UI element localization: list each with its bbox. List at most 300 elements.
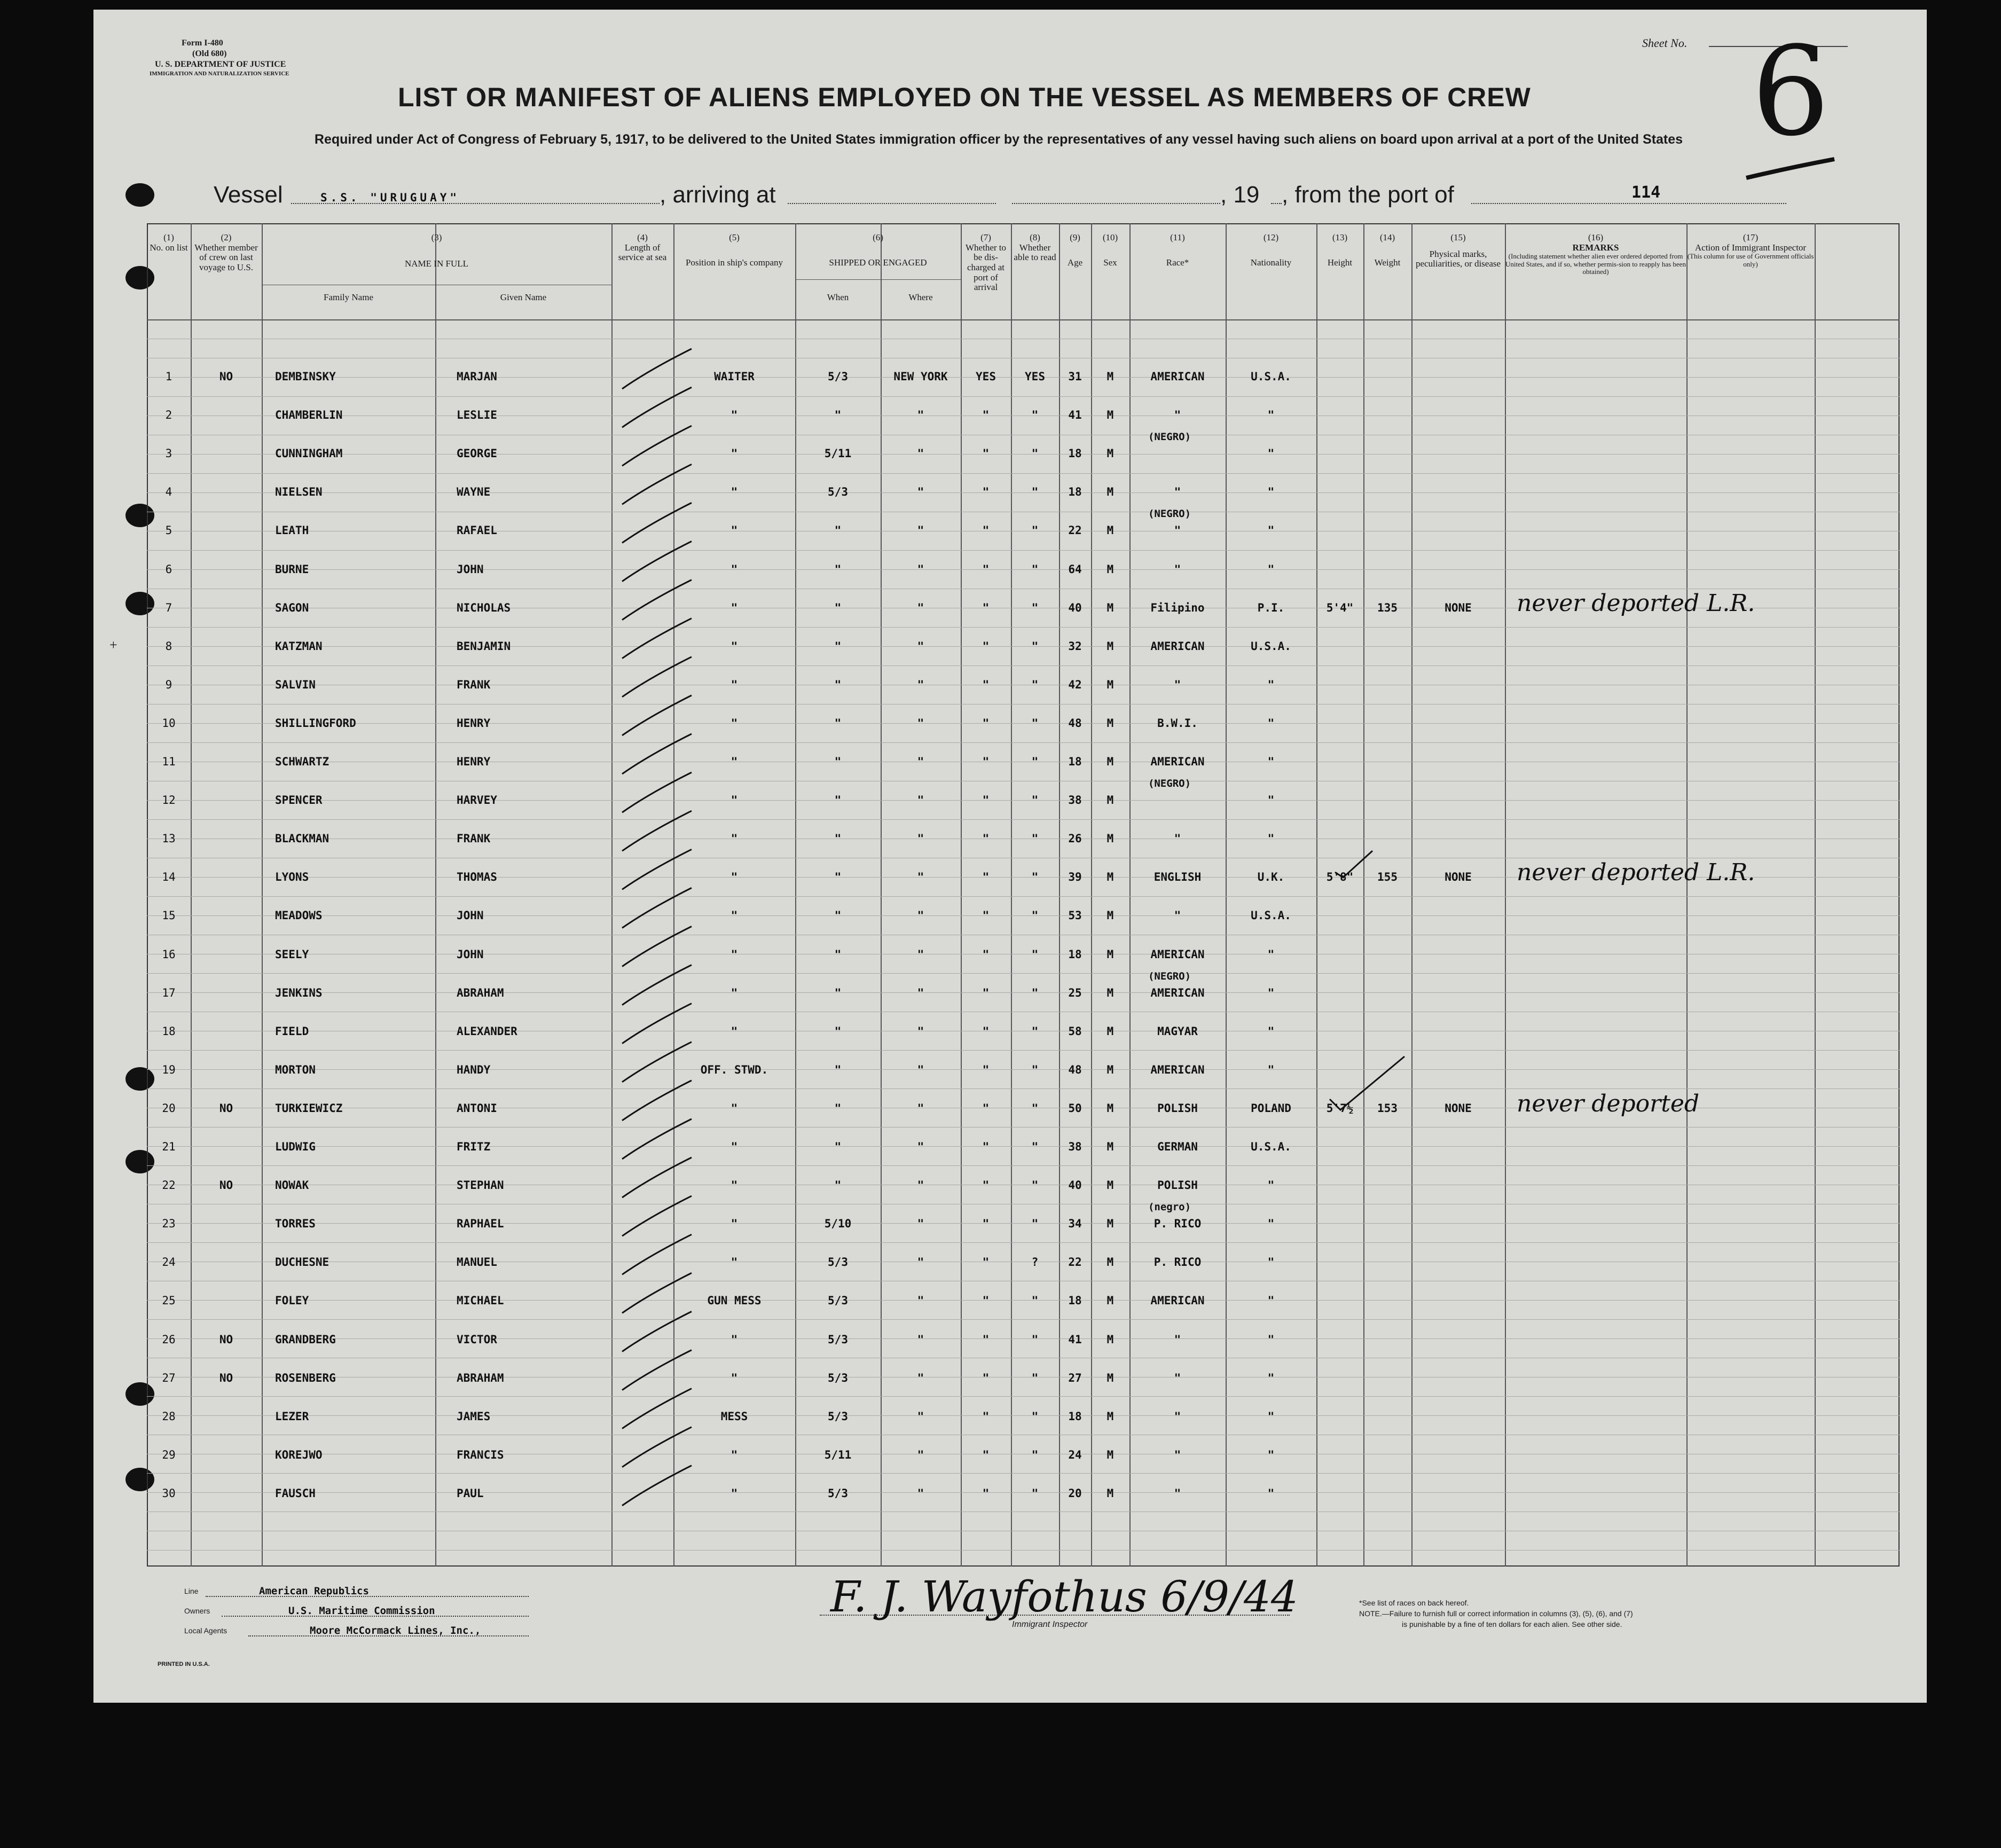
inspector-label: Immigrant Inspector bbox=[1012, 1620, 1088, 1629]
cell-when: " bbox=[834, 1101, 842, 1115]
cell-age: 27 bbox=[1068, 1371, 1082, 1384]
col-6-label: SHIPPED OR ENGAGED bbox=[829, 257, 927, 268]
cell-sex: M bbox=[1107, 370, 1114, 383]
cell-remarks: never deported L.R. bbox=[1517, 859, 1755, 887]
cell-given: JOHN bbox=[457, 909, 484, 922]
cell-pos: " bbox=[731, 755, 738, 768]
cell-last: NO bbox=[219, 1333, 233, 1346]
arriving-at-line bbox=[788, 203, 996, 204]
cell-where: " bbox=[917, 794, 924, 807]
col-4-index: (4) bbox=[637, 232, 648, 242]
cell-no: 9 bbox=[165, 678, 172, 691]
cell-no: 5 bbox=[165, 524, 172, 537]
form-old-number: (Old 680) bbox=[192, 49, 227, 58]
cell-read: " bbox=[1031, 871, 1039, 884]
col-17-note: (This column for use of Government officials only) bbox=[1687, 252, 1814, 268]
cell-sex: M bbox=[1107, 639, 1114, 653]
cell-disch: " bbox=[982, 1333, 990, 1346]
cell-family: SHILLINGFORD bbox=[275, 716, 356, 730]
cell-no: 17 bbox=[162, 986, 176, 999]
line-value: American Republics bbox=[259, 1585, 369, 1597]
cell-height: 5'4" bbox=[1326, 601, 1354, 614]
ruled-line bbox=[147, 896, 1900, 897]
cell-family: LUDWIG bbox=[275, 1140, 316, 1153]
column-divider bbox=[1091, 223, 1092, 1567]
cell-family: SAGON bbox=[275, 601, 309, 614]
cell-sex: M bbox=[1107, 524, 1114, 537]
cell-read: " bbox=[1031, 948, 1039, 961]
cell-where: " bbox=[917, 524, 924, 537]
cell-sex: M bbox=[1107, 1179, 1114, 1192]
cell-disch: " bbox=[982, 1179, 990, 1192]
col-remarks-header bbox=[1505, 233, 1686, 276]
cell-nat: " bbox=[1267, 948, 1275, 961]
cell-age: 18 bbox=[1068, 948, 1082, 961]
cell-no: 7 bbox=[165, 601, 172, 614]
cell-pos: " bbox=[731, 1179, 738, 1192]
cell-read: " bbox=[1031, 1179, 1039, 1192]
cell-where: " bbox=[917, 871, 924, 884]
margin-plus-mark: + bbox=[109, 637, 117, 653]
cell-given: FRANK bbox=[457, 832, 491, 845]
failure-note: NOTE.—Failure to furnish full or correct information in columns (3), (5), (6), and (7) bbox=[1359, 1609, 1633, 1618]
cell-pos: " bbox=[731, 1217, 738, 1231]
cell-pos: " bbox=[731, 447, 738, 460]
cell-read: " bbox=[1031, 1294, 1039, 1307]
cell-family: MORTON bbox=[275, 1063, 316, 1076]
cell-given: FRANK bbox=[457, 678, 491, 691]
cell-nat: U.S.A. bbox=[1251, 639, 1291, 653]
cell-disch: " bbox=[982, 986, 990, 999]
cell-race: AMERICAN bbox=[1150, 986, 1205, 999]
cell-disch: " bbox=[982, 794, 990, 807]
cell-pos: " bbox=[731, 871, 738, 884]
cell-where: " bbox=[917, 1410, 924, 1423]
cell-pos: " bbox=[731, 409, 738, 422]
line-label: Line bbox=[184, 1587, 199, 1595]
cell-no: 30 bbox=[162, 1486, 176, 1500]
col-inspector-action-header bbox=[1686, 233, 1815, 268]
shipped-subheader-line bbox=[795, 279, 961, 280]
cell-family: FAUSCH bbox=[275, 1486, 316, 1500]
cell-age: 24 bbox=[1068, 1448, 1082, 1461]
cell-nat: " bbox=[1267, 832, 1275, 845]
cell-age: 58 bbox=[1068, 1024, 1082, 1038]
cell-family: KATZMAN bbox=[275, 639, 323, 653]
ruled-line bbox=[147, 665, 1900, 666]
cell-pos: " bbox=[731, 1486, 738, 1500]
col-17-label: Action of Immigrant Inspector bbox=[1694, 242, 1807, 253]
cell-family: MEADOWS bbox=[275, 909, 323, 922]
col-8-label: Whether able to read bbox=[1014, 242, 1056, 263]
col-10-label: Sex bbox=[1103, 257, 1117, 268]
given-name-header: Given Name bbox=[500, 292, 547, 302]
cell-read: " bbox=[1031, 794, 1039, 807]
ruled-line bbox=[147, 473, 1900, 474]
cell-given: JOHN bbox=[457, 562, 484, 576]
cell-read: " bbox=[1031, 716, 1039, 730]
cell-no: 20 bbox=[162, 1101, 176, 1115]
cell-sex: M bbox=[1107, 1101, 1114, 1115]
cell-age: 22 bbox=[1068, 524, 1082, 537]
cell-no: 24 bbox=[162, 1256, 176, 1269]
cell-where: " bbox=[917, 1217, 924, 1231]
cell-when: 5/3 bbox=[828, 1333, 848, 1346]
cell-when: " bbox=[834, 601, 842, 614]
cell-disch: " bbox=[982, 1410, 990, 1423]
cell-nat: " bbox=[1267, 1217, 1275, 1231]
cell-race: " bbox=[1174, 1333, 1181, 1346]
column-divider bbox=[1316, 223, 1317, 1567]
cell-disch: " bbox=[982, 601, 990, 614]
cell-read: ? bbox=[1031, 1256, 1039, 1269]
ruled-line bbox=[147, 1396, 1900, 1397]
cell-race: GERMAN bbox=[1157, 1140, 1198, 1153]
cell-where: " bbox=[917, 1140, 924, 1153]
cell-read: " bbox=[1031, 1024, 1039, 1038]
cell-when: " bbox=[834, 409, 842, 422]
cell-age: 18 bbox=[1068, 486, 1082, 499]
cell-race: ENGLISH bbox=[1153, 871, 1202, 884]
cell-disch: " bbox=[982, 755, 990, 768]
cell-disch: " bbox=[982, 1101, 990, 1115]
cell-no: 11 bbox=[162, 755, 176, 768]
cell-when: 5/3 bbox=[828, 1371, 848, 1384]
cell-where: " bbox=[917, 1294, 924, 1307]
col-9-label: Age bbox=[1067, 257, 1083, 268]
cell-age: 48 bbox=[1068, 716, 1082, 730]
cell-where: " bbox=[917, 1179, 924, 1192]
cell-pos: " bbox=[731, 1448, 738, 1461]
col-nationality-header bbox=[1226, 233, 1316, 268]
form-number: Form I-480 bbox=[182, 38, 223, 48]
cell-where: " bbox=[917, 447, 924, 460]
cell-nat: U.S.A. bbox=[1251, 909, 1291, 922]
cell-age: 50 bbox=[1068, 1101, 1082, 1115]
cell-where: " bbox=[917, 1256, 924, 1269]
cell-when: " bbox=[834, 716, 842, 730]
cell-disch: " bbox=[982, 871, 990, 884]
cell-race: " bbox=[1174, 486, 1181, 499]
cell-pos: " bbox=[731, 832, 738, 845]
cell-nat: " bbox=[1267, 447, 1275, 460]
column-divider bbox=[1686, 223, 1688, 1567]
cell-race: Filipino bbox=[1150, 601, 1205, 614]
cell-when: " bbox=[834, 832, 842, 845]
cell-pos: " bbox=[731, 524, 738, 537]
ruled-line bbox=[147, 1165, 1900, 1166]
cell-nat: " bbox=[1267, 1063, 1275, 1076]
column-divider bbox=[1129, 223, 1131, 1567]
cell-pos: WAITER bbox=[714, 370, 755, 383]
cell-where: " bbox=[917, 755, 924, 768]
cell-given: MICHAEL bbox=[457, 1294, 504, 1307]
col-shipped-header bbox=[795, 233, 961, 268]
ruled-line bbox=[147, 550, 1900, 551]
cell-pos: " bbox=[731, 1256, 738, 1269]
cell-when: 5/3 bbox=[828, 370, 848, 383]
cell-disch: " bbox=[982, 1140, 990, 1153]
col-3-label: NAME IN FULL bbox=[405, 258, 468, 269]
cell-where: " bbox=[917, 678, 924, 691]
cell-age: 18 bbox=[1068, 447, 1082, 460]
cell-no: 8 bbox=[165, 639, 172, 653]
cell-where: " bbox=[917, 948, 924, 961]
page-number: 114 bbox=[1631, 183, 1661, 202]
cell-marks: NONE bbox=[1445, 601, 1472, 614]
cell-pos: " bbox=[731, 1371, 738, 1384]
cell-marks: NONE bbox=[1445, 871, 1472, 884]
cell-sex: M bbox=[1107, 1371, 1114, 1384]
cell-read: " bbox=[1031, 409, 1039, 422]
cell-when: " bbox=[834, 1140, 842, 1153]
cell-nat: U.S.A. bbox=[1251, 1140, 1291, 1153]
col-2-label: Whether member of crew on last voyage to U.S. bbox=[194, 242, 258, 273]
cell-age: 18 bbox=[1068, 755, 1082, 768]
cell-sex: M bbox=[1107, 794, 1114, 807]
col-height-header bbox=[1316, 233, 1363, 268]
col-6-index: (6) bbox=[873, 232, 883, 242]
fine-note: is punishable by a fine of ten dollars for each alien. See other side. bbox=[1402, 1620, 1622, 1628]
column-divider bbox=[1505, 223, 1506, 1567]
col-16-index: (16) bbox=[1588, 232, 1604, 242]
cell-remarks: never deported L.R. bbox=[1517, 589, 1755, 617]
cell-race: " bbox=[1174, 409, 1181, 422]
cell-race: AMERICAN bbox=[1150, 948, 1205, 961]
col-7-index: (7) bbox=[980, 232, 991, 242]
cell-given: HENRY bbox=[457, 716, 491, 730]
cell-where: " bbox=[917, 601, 924, 614]
cell-no: 27 bbox=[162, 1371, 176, 1384]
ruled-line bbox=[147, 1319, 1900, 1320]
cell-disch: " bbox=[982, 524, 990, 537]
cell-family: CUNNINGHAM bbox=[275, 447, 343, 460]
cell-when: " bbox=[834, 986, 842, 999]
cell-age: 40 bbox=[1068, 1179, 1082, 1192]
cell-weight: 135 bbox=[1377, 601, 1398, 614]
col-13-label: Height bbox=[1327, 257, 1353, 268]
cell-disch: " bbox=[982, 832, 990, 845]
column-divider bbox=[1815, 223, 1816, 1567]
cell-pos: " bbox=[731, 1024, 738, 1038]
column-divider bbox=[1059, 223, 1060, 1567]
cell-nat: " bbox=[1267, 716, 1275, 730]
col-3-index: (3) bbox=[431, 232, 442, 242]
cell-disch: " bbox=[982, 1371, 990, 1384]
cell-remarks: never deported bbox=[1517, 1090, 1700, 1117]
column-divider bbox=[881, 223, 882, 1567]
cell-family: TURKIEWICZ bbox=[275, 1101, 343, 1115]
cell-age: 25 bbox=[1068, 986, 1082, 999]
cell-when: 5/3 bbox=[828, 1410, 848, 1423]
cell-read: " bbox=[1031, 678, 1039, 691]
col-5-index: (5) bbox=[729, 232, 740, 242]
col-14-label: Weight bbox=[1374, 257, 1401, 268]
date-line bbox=[1012, 203, 1220, 204]
cell-read: " bbox=[1031, 1063, 1039, 1076]
cell-sex: M bbox=[1107, 832, 1114, 845]
cell-nat: " bbox=[1267, 1256, 1275, 1269]
cell-when: " bbox=[834, 524, 842, 537]
cell-sex: M bbox=[1107, 909, 1114, 922]
manifest-sheet bbox=[93, 10, 1927, 1703]
cell-when: " bbox=[834, 948, 842, 961]
cell-nat: P.I. bbox=[1257, 601, 1285, 614]
cell-sex: M bbox=[1107, 1448, 1114, 1461]
cell-sex: M bbox=[1107, 562, 1114, 576]
cell-family: SEELY bbox=[275, 948, 309, 961]
col-weight-header bbox=[1363, 233, 1411, 268]
cell-nat: " bbox=[1267, 1448, 1275, 1461]
cell-sex: M bbox=[1107, 871, 1114, 884]
cell-when: " bbox=[834, 909, 842, 922]
column-divider bbox=[262, 223, 263, 1567]
col-12-label: Nationality bbox=[1250, 257, 1292, 268]
cell-sex: M bbox=[1107, 1024, 1114, 1038]
cell-where: NEW YORK bbox=[893, 370, 948, 383]
cell-nat: " bbox=[1267, 986, 1275, 999]
manifest-title: LIST OR MANIFEST OF ALIENS EMPLOYED ON THE VESSEL AS MEMBERS OF CREW bbox=[398, 82, 1531, 112]
cell-age: 22 bbox=[1068, 1256, 1082, 1269]
cell-no: 23 bbox=[162, 1217, 176, 1231]
cell-given: HARVEY bbox=[457, 794, 497, 807]
col-1-label: No. on list bbox=[150, 242, 188, 253]
col-sex-header bbox=[1091, 233, 1129, 268]
cell-given: FRANCIS bbox=[457, 1448, 504, 1461]
cell-when: 5/3 bbox=[828, 1294, 848, 1307]
col-11-label: Race* bbox=[1166, 257, 1189, 268]
cell-read: " bbox=[1031, 1371, 1039, 1384]
cell-read: " bbox=[1031, 1486, 1039, 1500]
col-11-index: (11) bbox=[1170, 232, 1185, 242]
cell-nat: " bbox=[1267, 524, 1275, 537]
family-name-header: Family Name bbox=[323, 292, 373, 302]
col-12-index: (12) bbox=[1263, 232, 1279, 242]
cell-race: MAGYAR bbox=[1157, 1024, 1198, 1038]
cell-given: GEORGE bbox=[457, 447, 497, 460]
col-read-header bbox=[1011, 233, 1059, 263]
cell-read: " bbox=[1031, 1217, 1039, 1231]
cell-read: " bbox=[1031, 1410, 1039, 1423]
cell-disch: " bbox=[982, 1486, 990, 1500]
service-name: IMMIGRATION AND NATURALIZATION SERVICE bbox=[150, 71, 289, 77]
cell-when: " bbox=[834, 678, 842, 691]
col-1-index: (1) bbox=[163, 232, 174, 242]
cell-nat: POLAND bbox=[1251, 1101, 1291, 1115]
cell-where: " bbox=[917, 1333, 924, 1346]
races-note: *See list of races on back hereof. bbox=[1359, 1599, 1469, 1607]
cell-weight: 155 bbox=[1377, 871, 1398, 884]
cell-race: AMERICAN bbox=[1150, 755, 1205, 768]
cell-nat: " bbox=[1267, 794, 1275, 807]
manifest-table bbox=[147, 223, 1900, 1567]
cell-nat: " bbox=[1267, 1024, 1275, 1038]
cell-disch: " bbox=[982, 562, 990, 576]
cell-where: " bbox=[917, 909, 924, 922]
cell-read: " bbox=[1031, 909, 1039, 922]
cell-no: 21 bbox=[162, 1140, 176, 1153]
from-port-line bbox=[1471, 203, 1786, 204]
cell-weight: 153 bbox=[1377, 1101, 1398, 1115]
shipped-when-header: When bbox=[827, 292, 849, 302]
cell-given: LESLIE bbox=[457, 409, 497, 422]
cell-pos: " bbox=[731, 909, 738, 922]
column-divider bbox=[961, 223, 962, 1567]
cell-last: NO bbox=[219, 1101, 233, 1115]
inspector-signature: F. J. Wayfothus 6/9/44 bbox=[830, 1572, 1298, 1622]
height-check-mark-20 bbox=[1327, 1054, 1407, 1113]
cell-disch: " bbox=[982, 447, 990, 460]
cell-no: 4 bbox=[165, 486, 172, 499]
year-line bbox=[1271, 203, 1282, 204]
cell-no: 18 bbox=[162, 1024, 176, 1038]
cell-no: 3 bbox=[165, 447, 172, 460]
ruled-line bbox=[147, 1242, 1900, 1243]
cell-disch: " bbox=[982, 409, 990, 422]
cell-read: " bbox=[1031, 1333, 1039, 1346]
ruled-line bbox=[147, 1050, 1900, 1051]
cell-race: " bbox=[1174, 562, 1181, 576]
cell-height: 5'8" bbox=[1326, 871, 1354, 884]
cell-family: SPENCER bbox=[275, 794, 323, 807]
cell-disch: YES bbox=[976, 370, 996, 383]
cell-pos: GUN MESS bbox=[707, 1294, 762, 1307]
cell-no: 13 bbox=[162, 832, 176, 845]
col-4-label: Length of service at sea bbox=[618, 242, 667, 263]
cell-read: " bbox=[1031, 601, 1039, 614]
cell-given: HANDY bbox=[457, 1063, 491, 1076]
sheet-number-underline bbox=[1744, 154, 1840, 186]
cell-no: 1 bbox=[165, 370, 172, 383]
col-discharged-header bbox=[961, 233, 1011, 293]
year-label: , 19 bbox=[1220, 182, 1260, 208]
ruled-line bbox=[147, 1550, 1900, 1551]
cell-sex: M bbox=[1107, 678, 1114, 691]
cell-sex: M bbox=[1107, 986, 1114, 999]
cell-sex: M bbox=[1107, 1410, 1114, 1423]
cell-pos: " bbox=[731, 794, 738, 807]
cell-read: YES bbox=[1025, 370, 1045, 383]
cell-race: P. RICO bbox=[1153, 1256, 1202, 1269]
cell-given: MANUEL bbox=[457, 1256, 497, 1269]
ruled-line bbox=[147, 973, 1900, 974]
cell-no: 15 bbox=[162, 909, 176, 922]
cell-race-note: (NEGRO) bbox=[1148, 970, 1191, 982]
cell-where: " bbox=[917, 409, 924, 422]
cell-pos: " bbox=[731, 1101, 738, 1115]
binder-hole bbox=[125, 183, 154, 207]
cell-age: 32 bbox=[1068, 639, 1082, 653]
cell-height: 5'7½ bbox=[1326, 1101, 1354, 1115]
cell-when: " bbox=[834, 1024, 842, 1038]
cell-where: " bbox=[917, 1486, 924, 1500]
cell-age: 31 bbox=[1068, 370, 1082, 383]
agents-value: Moore McCormack Lines, Inc., bbox=[310, 1625, 481, 1636]
cell-age: 48 bbox=[1068, 1063, 1082, 1076]
cell-age: 64 bbox=[1068, 562, 1082, 576]
cell-family: BURNE bbox=[275, 562, 309, 576]
cell-sex: M bbox=[1107, 1217, 1114, 1231]
cell-race: POLISH bbox=[1157, 1101, 1198, 1115]
cell-pos: OFF. STWD. bbox=[700, 1063, 768, 1076]
cell-disch: " bbox=[982, 1024, 990, 1038]
cell-family: FOLEY bbox=[275, 1294, 309, 1307]
cell-when: 5/3 bbox=[828, 1256, 848, 1269]
sheet-number-label: Sheet No. bbox=[1642, 36, 1688, 50]
cell-read: " bbox=[1031, 1140, 1039, 1153]
header-divider bbox=[147, 319, 1900, 320]
col-16-label: REMARKS bbox=[1572, 242, 1619, 253]
